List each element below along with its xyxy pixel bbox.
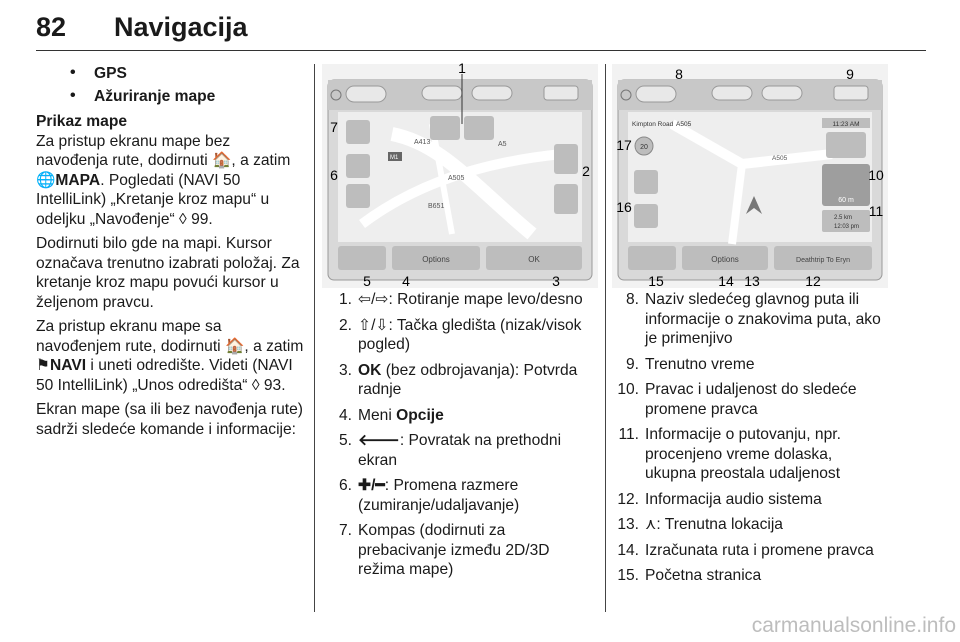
svg-text:2.5 km: 2.5 km (834, 215, 853, 221)
compass-mode-button[interactable] (634, 170, 658, 194)
watermark: carmanualsonline.info (751, 614, 956, 637)
rotate-right-button[interactable] (464, 116, 494, 140)
map-screen-with-guidance (612, 64, 888, 288)
svg-text:13: 13 (744, 273, 760, 289)
info-legend-list (607, 290, 887, 592)
home-icon: 🏠 (224, 337, 245, 355)
list-item: 12. Informacija audio sistema (617, 490, 822, 508)
page-number: 82 (36, 12, 67, 42)
list-item: 8. Naziv sledećeg glavnog puta ili informacije o znakovima puta, ako je primenjivo (625, 291, 881, 347)
svg-text:1: 1 (458, 60, 466, 76)
list-item: 15. Početna stranica (617, 567, 762, 584)
svg-text:17: 17 (616, 137, 632, 153)
svg-text:3: 3 (552, 273, 560, 289)
control-legend-list (336, 290, 586, 586)
svg-text:Options: Options (422, 255, 450, 264)
left-column (36, 64, 306, 444)
svg-text:OK: OK (528, 255, 540, 264)
svg-text:5: 5 (363, 273, 371, 289)
page-header (36, 6, 926, 51)
list-item: 1. ⇦/⇨: Rotiranje mape levo/desno (338, 291, 583, 308)
bullet-gps: • GPS (36, 64, 306, 84)
section-heading: Prikaz mape (36, 113, 128, 130)
paragraph-with-guidance: Za pristup ekranu mape sa navođenjem rute, dodirnuti 🏠, a zatim ⚑NAVI i uneti odredište. Videti (NAVI 50 IntelliLink) „Unos odredišta“ ◊ 93. (36, 318, 304, 394)
compass-button[interactable] (346, 120, 370, 144)
rotate-left-button[interactable] (430, 116, 460, 140)
svg-text:8: 8 (675, 66, 683, 82)
svg-text:10: 10 (868, 167, 884, 183)
column-divider (605, 64, 606, 612)
svg-text:11: 11 (868, 203, 884, 219)
globe-icon: 🌐 (36, 171, 56, 189)
svg-text:2: 2 (582, 163, 590, 179)
column-divider (314, 64, 315, 612)
map-screen-no-guidance (322, 60, 598, 289)
svg-text:12: 12 (805, 273, 821, 289)
list-item: 3. OK (bez odbrojavanja): Potvrda radnje (338, 361, 578, 398)
mute-button[interactable] (634, 204, 658, 228)
zoom-in-button[interactable] (346, 154, 370, 178)
svg-text:A505: A505 (676, 121, 692, 128)
svg-text:4: 4 (402, 273, 410, 289)
view-down-button[interactable] (554, 184, 578, 214)
arrow-ref-icon: ◊ (251, 376, 260, 394)
home-button[interactable] (628, 246, 676, 270)
svg-text:A413: A413 (414, 139, 431, 146)
list-item: 11. Informacije o putovanju, npr. procenjeno vreme dolaska, ukupna preostala udaljenost (618, 426, 841, 482)
svg-text:6: 6 (330, 167, 338, 183)
compass-button[interactable] (826, 132, 866, 158)
svg-text:Deathtrip To Eryn: Deathtrip To Eryn (796, 257, 850, 264)
svg-text:60 m: 60 m (838, 197, 854, 204)
svg-text:15: 15 (648, 273, 664, 289)
list-item: 6. ✚/━: Promena razmere (zumiranje/udaljavanje) (338, 477, 520, 514)
back-button[interactable] (338, 246, 386, 270)
bullet-map-update: • Ažuriranje mape (36, 87, 306, 107)
list-item: 9. Trenutno vreme (625, 355, 755, 373)
list-item: 2. ⇧/⇩: Tačka gledišta (nizak/visok pogled) (338, 316, 582, 353)
svg-text:11:23 AM: 11:23 AM (832, 121, 860, 128)
list-item: 7. Kompas (dodirnuti za prebacivanje između 2D/3D režima mape) (338, 522, 550, 578)
paragraph-contents: Ekran mape (sa ili bez navođenja rute) sadrži sledeće komande i informacije: (36, 401, 303, 438)
svg-text:A505: A505 (448, 175, 465, 182)
list-item: 4. Meni Opcije (338, 406, 444, 424)
home-icon: 🏠 (212, 152, 232, 169)
svg-text:B651: B651 (428, 203, 445, 210)
svg-text:20: 20 (640, 144, 648, 151)
paragraph-cursor: Dodirnuti bilo gde na mapi. Kursor označava trenutno izabrati položaj. Za kretanje kroz mapu povući kursor u željenom pravcu. (36, 235, 300, 311)
svg-text:9: 9 (846, 66, 854, 82)
location-arrow-icon: ⋏ (645, 516, 657, 533)
zoom-out-button[interactable] (346, 184, 370, 208)
svg-text:Options: Options (711, 255, 739, 264)
list-item: 14. Izračunata ruta i promene pravca (617, 541, 874, 559)
arrow-ref-icon: ◊ (179, 210, 187, 228)
svg-text:7: 7 (330, 119, 338, 135)
svg-text:A505: A505 (772, 155, 788, 162)
list-item: 10. Pravac i udaljenost do sledeće promene pravca (617, 381, 857, 418)
flag-icon: ⚑ (36, 357, 50, 374)
page-title: Navigacija (114, 12, 248, 42)
paragraph-no-guidance: Za pristup ekranu mape bez navođenja rute, dodirnuti 🏠, a zatim 🌐MAPA. Pogledati (NAVI 50 IntelliLink) „Kretanje kroz mapu“ u odeljku „Navođenje“ ◊ 99. (36, 132, 291, 228)
svg-text:12:03 pm: 12:03 pm (834, 224, 860, 230)
svg-text:A5: A5 (498, 141, 507, 148)
list-item: 5. 🡐: Povratak na prethodni ekran (338, 432, 562, 469)
svg-text:16: 16 (616, 199, 632, 215)
svg-text:14: 14 (718, 273, 734, 289)
svg-text:M1: M1 (390, 155, 399, 161)
svg-text:Kimpton Road: Kimpton Road (632, 121, 674, 128)
view-up-button[interactable] (554, 144, 578, 174)
list-item: 13. ⋏: Trenutna lokacija (617, 516, 783, 533)
